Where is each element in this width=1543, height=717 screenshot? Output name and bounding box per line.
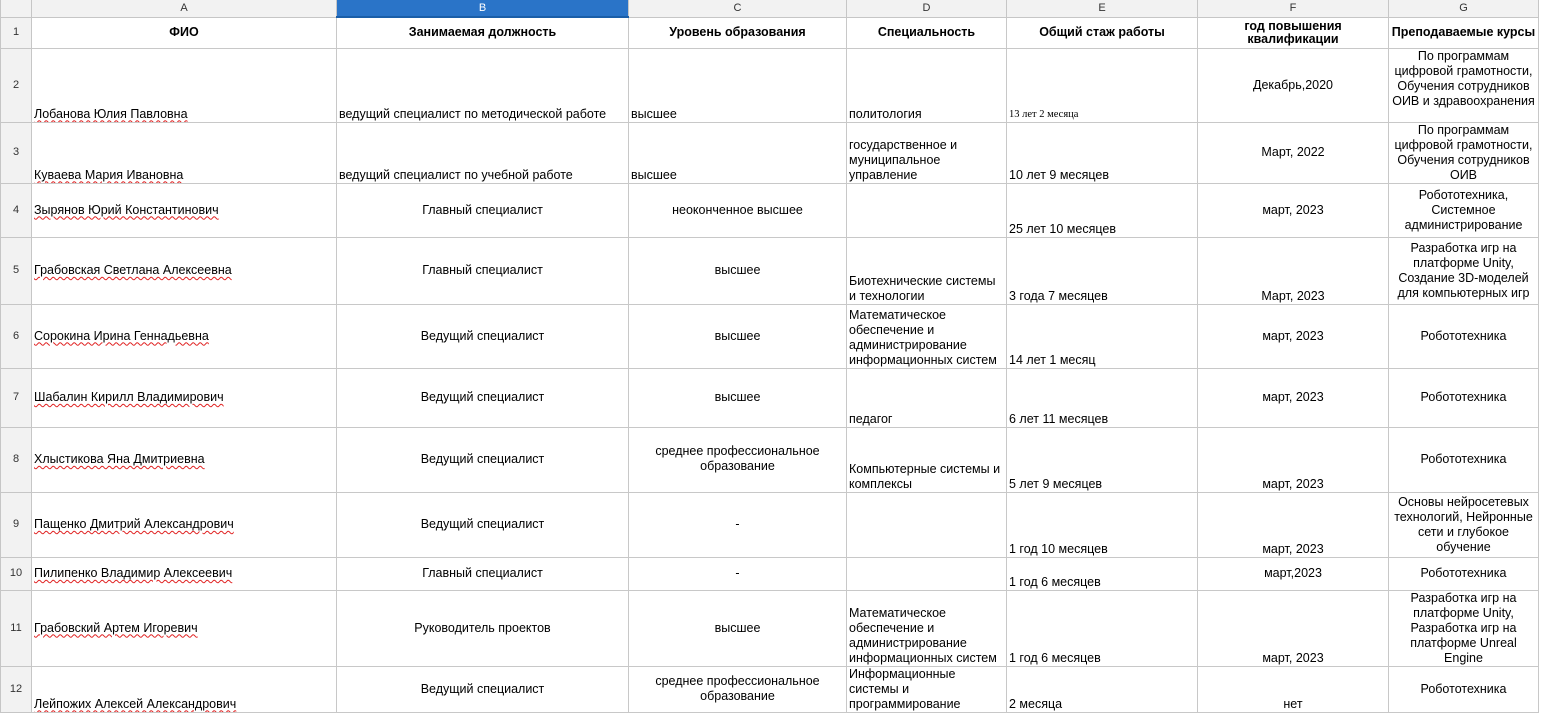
cell-courses[interactable]: По программам цифровой грамотности, Обучения сотрудников ОИВ и здравоохранения — [1389, 48, 1539, 122]
cell-text: Грабовский Артем Игоревич — [34, 620, 198, 635]
cell-position[interactable]: Главный специалист — [337, 237, 629, 304]
column-header-d[interactable]: D — [847, 0, 1007, 17]
cell-qualification[interactable]: март, 2023 — [1198, 427, 1389, 492]
cell-courses[interactable]: Робототехника — [1389, 666, 1539, 712]
column-header-c[interactable]: C — [629, 0, 847, 17]
cell-text: Сорокина Ирина Геннадьевна — [34, 328, 209, 343]
row-header[interactable]: 4 — [1, 183, 32, 237]
cell-experience[interactable]: 5 лет 9 месяцев — [1007, 427, 1198, 492]
cell-text: Шабалин Кирилл Владимирович — [34, 390, 224, 404]
column-header-f[interactable]: F — [1198, 0, 1389, 17]
cell-experience[interactable]: 14 лет 1 месяц — [1007, 304, 1198, 368]
cell-education[interactable]: - — [629, 492, 847, 557]
row-header[interactable]: 2 — [1, 48, 32, 122]
row-header[interactable]: 7 — [1, 368, 32, 427]
table-row — [1, 17, 1539, 48]
column-header-b[interactable]: B — [337, 0, 629, 17]
row-header[interactable]: 10 — [1, 557, 32, 590]
cell-specialty[interactable]: педагог — [847, 368, 1007, 427]
cell-experience[interactable]: 2 месяца — [1007, 666, 1198, 712]
cell-courses[interactable]: Основы нейросетевых технологий, Нейронные сети и глубокое обучение — [1389, 492, 1539, 557]
table-row — [1, 427, 1539, 492]
cell-fio[interactable] — [32, 237, 337, 304]
row-header[interactable]: 1 — [1, 17, 32, 48]
cell-header-experience[interactable]: Общий стаж работы — [1007, 17, 1198, 48]
cell-courses[interactable]: Разработка игр на платформе Unity, Создание 3D-моделей для компьютерных игр — [1389, 237, 1539, 304]
cell-specialty[interactable]: Компьютерные системы и комплексы — [847, 427, 1007, 492]
row-header[interactable]: 8 — [1, 427, 32, 492]
cell-text: Грабовская Светлана Алексеевна — [34, 263, 232, 277]
row-header[interactable]: 12 — [1, 666, 32, 712]
cell-text: Пилипенко Владимир Алексеевич — [34, 566, 233, 580]
cell-specialty[interactable]: государственное и муниципальное управление — [847, 122, 1007, 183]
cell-position[interactable]: Главный специалист — [337, 557, 629, 590]
column-header-g[interactable]: G — [1389, 0, 1539, 17]
cell-qualification[interactable]: Март, 2023 — [1198, 237, 1389, 304]
cell-education[interactable]: - — [629, 557, 847, 590]
cell-courses[interactable]: По программам цифровой грамотности, Обучения сотрудников ОИВ — [1389, 122, 1539, 183]
cell-position[interactable]: Ведущий специалист — [337, 304, 629, 368]
cell-experience[interactable]: 1 год 10 месяцев — [1007, 492, 1198, 557]
cell-header-specialty[interactable]: Специальность — [847, 17, 1007, 48]
cell-specialty[interactable]: Математическое обеспечение и администрирование информационных систем — [847, 590, 1007, 666]
column-header-a[interactable]: A — [32, 0, 337, 17]
cell-specialty[interactable]: Биотехнические системы и технологии — [847, 237, 1007, 304]
cell-header-courses[interactable]: Преподаваемые курсы — [1389, 17, 1539, 48]
cell-experience[interactable]: 3 года 7 месяцев — [1007, 237, 1198, 304]
table-row — [1, 304, 1539, 368]
cell-fio[interactable] — [32, 427, 337, 492]
row-header[interactable]: 5 — [1, 237, 32, 304]
cell-fio[interactable] — [32, 368, 337, 427]
cell-text: Лейпожих Алексей Александрович — [34, 696, 237, 711]
cell-education[interactable]: высшее — [629, 304, 847, 368]
cell-fio[interactable] — [32, 122, 337, 183]
cell-specialty[interactable] — [847, 557, 1007, 590]
cell-education[interactable]: среднее профессиональное образование — [629, 427, 847, 492]
table-row — [1, 183, 1539, 237]
cell-position[interactable]: ведущий специалист по методической работе — [337, 48, 629, 122]
table-row — [1, 368, 1539, 427]
cell-text: Хлыстикова Яна Дмитриевна — [34, 452, 205, 466]
cell-qualification[interactable]: март, 2023 — [1198, 492, 1389, 557]
row-header[interactable]: 11 — [1, 590, 32, 666]
cell-position[interactable]: Ведущий специалист — [337, 368, 629, 427]
cell-education[interactable]: среднее профессиональное образование — [629, 666, 847, 712]
cell-courses[interactable]: Робототехника — [1389, 304, 1539, 368]
cell-fio[interactable] — [32, 48, 337, 122]
cell-courses[interactable]: Робототехника, Системное администрирование — [1389, 183, 1539, 237]
cell-specialty[interactable]: Математическое обеспечение и администрирование информационных систем — [847, 304, 1007, 368]
cell-education[interactable]: высшее — [629, 122, 847, 183]
cell-courses[interactable]: Робототехника — [1389, 427, 1539, 492]
cell-education[interactable]: высшее — [629, 590, 847, 666]
cell-qualification[interactable]: март, 2023 — [1198, 590, 1389, 666]
cell-specialty[interactable]: Информационные системы и программирование — [847, 666, 1007, 712]
cell-fio[interactable] — [32, 304, 337, 368]
table-row — [1, 48, 1539, 122]
row-header[interactable]: 9 — [1, 492, 32, 557]
cell-header-fio[interactable]: ФИО — [32, 17, 337, 48]
cell-qualification[interactable]: Март, 2022 — [1198, 122, 1389, 183]
cell-header-position[interactable]: Занимаемая должность — [337, 17, 629, 48]
cell-courses[interactable]: Робототехника — [1389, 557, 1539, 590]
cell-experience[interactable]: 1 год 6 месяцев — [1007, 590, 1198, 666]
table-row — [1, 557, 1539, 590]
cell-education[interactable]: высшее — [629, 237, 847, 304]
cell-text: Куваева Мария Ивановна — [34, 167, 184, 182]
cell-education[interactable]: высшее — [629, 48, 847, 122]
cell-position[interactable]: Ведущий специалист — [337, 492, 629, 557]
cell-qualification[interactable]: нет — [1198, 666, 1389, 712]
cell-specialty[interactable] — [847, 183, 1007, 237]
table-row — [1, 590, 1539, 666]
cell-text: Зырянов Юрий Константинович — [34, 202, 219, 217]
cell-position[interactable]: ведущий специалист по учебной работе — [337, 122, 629, 183]
cell-position[interactable]: Ведущий специалист — [337, 666, 629, 712]
table-row — [1, 237, 1539, 304]
cell-qualification[interactable]: март, 2023 — [1198, 368, 1389, 427]
table-row — [1, 492, 1539, 557]
cell-specialty[interactable]: политология — [847, 48, 1007, 122]
cell-specialty[interactable] — [847, 492, 1007, 557]
cell-fio[interactable] — [32, 557, 337, 590]
cell-text: Пащенко Дмитрий Александрович — [34, 517, 234, 531]
cell-fio[interactable] — [32, 492, 337, 557]
cell-header-education[interactable]: Уровень образования — [629, 17, 847, 48]
column-header-e[interactable]: E — [1007, 0, 1198, 17]
cell-education[interactable]: высшее — [629, 368, 847, 427]
row-header[interactable]: 3 — [1, 122, 32, 183]
column-header-row — [1, 0, 1539, 17]
cell-courses[interactable]: Разработка игр на платформе Unity, Разработка игр на платформе Unreal Engine — [1389, 590, 1539, 666]
cell-courses[interactable]: Робототехника — [1389, 368, 1539, 427]
cell-position[interactable]: Руководитель проектов — [337, 590, 629, 666]
cell-position[interactable]: Главный специалист — [337, 183, 629, 237]
cell-fio[interactable] — [32, 590, 337, 666]
cell-qualification[interactable]: март,2023 — [1198, 557, 1389, 590]
table-row — [1, 666, 1539, 712]
cell-experience[interactable]: 25 лет 10 месяцев — [1007, 183, 1198, 237]
cell-education[interactable]: неоконченное высшее — [629, 183, 847, 237]
select-all-corner[interactable] — [1, 0, 32, 17]
cell-qualification[interactable]: Декабрь,2020 — [1198, 48, 1389, 122]
cell-fio[interactable] — [32, 666, 337, 712]
table-row — [1, 122, 1539, 183]
cell-experience[interactable]: 6 лет 11 месяцев — [1007, 368, 1198, 427]
cell-text: Лобанова Юлия Павловна — [34, 106, 188, 121]
cell-experience[interactable]: 13 лет 2 месяца — [1007, 48, 1198, 122]
cell-experience[interactable]: 10 лет 9 месяцев — [1007, 122, 1198, 183]
cell-qualification[interactable]: март, 2023 — [1198, 183, 1389, 237]
cell-header-qualification[interactable]: год повышения квалификации — [1198, 17, 1389, 48]
cell-position[interactable]: Ведущий специалист — [337, 427, 629, 492]
cell-fio[interactable] — [32, 183, 337, 237]
cell-experience[interactable]: 1 год 6 месяцев — [1007, 557, 1198, 590]
cell-qualification[interactable]: март, 2023 — [1198, 304, 1389, 368]
row-header[interactable]: 6 — [1, 304, 32, 368]
